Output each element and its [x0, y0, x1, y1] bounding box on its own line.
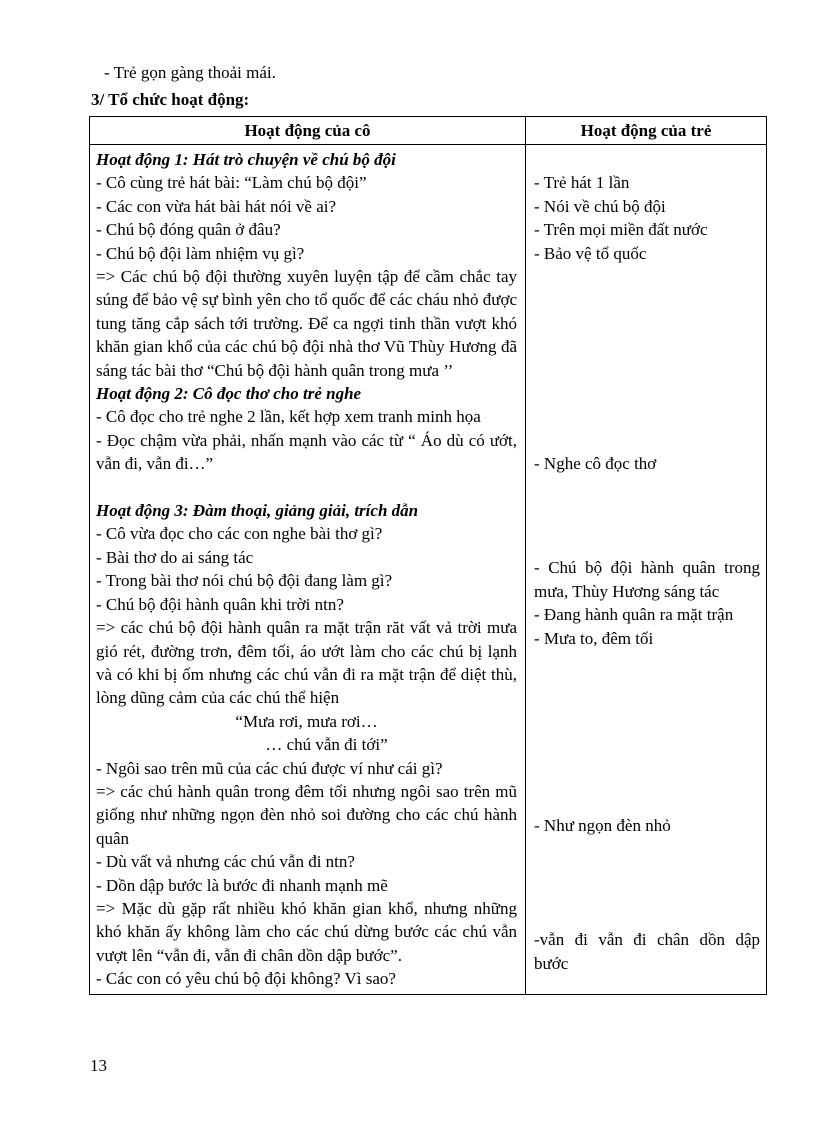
spacer [534, 475, 760, 556]
activity-table [89, 116, 767, 995]
header-teacher-activity: Hoạt động của cô [90, 117, 526, 145]
poem-quote-line: … chú vẫn đi tới” [265, 735, 388, 755]
spacer [534, 265, 760, 452]
spacer [534, 837, 760, 928]
spacer [534, 650, 760, 814]
activity-3-line: - Cô vừa đọc cho các con nghe bài thơ gì? [96, 524, 383, 544]
table-header-row [90, 117, 767, 145]
activity-2-paragraph: - Đọc chậm vừa phải, nhấn mạnh vào các từ “ Áo dù có ướt, vẫn đi, vẫn đi…” [96, 430, 517, 474]
page-number: 13 [90, 1056, 107, 1075]
activity-3-line: - Bài thơ do ai sáng tác [96, 547, 254, 567]
child-response: - Đang hành quân ra mặt trận [534, 605, 734, 625]
activity-3-line: - Ngôi sao trên mũ của các chú được ví như cái gì? [96, 758, 443, 778]
child-response: - Trẻ hát 1 lần [534, 173, 630, 193]
activity-1-line: - Các con vừa hát bài hát nói về ai? [96, 196, 337, 216]
child-response: -vẫn đi vẫn đi chân dồn dập bước [534, 930, 760, 973]
child-response: - Nghe cô đọc thơ [534, 454, 657, 474]
activity-3-heading: Hoạt động 3: Đàm thoại, giảng giải, trích dẫn [96, 501, 419, 521]
intro-line: - Trẻ gọn gàng thoải mái. [104, 63, 276, 82]
child-response: - Bảo vệ tổ quốc [534, 243, 647, 263]
child-response: - Chú bộ đội hành quân trong mưa, Thùy Hương sáng tác [534, 558, 760, 601]
spacer [96, 476, 517, 499]
activity-3-line: - Dồn dập bước là bước đi nhanh mạnh mẽ [96, 875, 388, 895]
activity-3-line: - Trong bài thơ nói chú bộ đội đang làm gì? [96, 571, 393, 591]
header-child-activity: Hoạt động của trẻ [526, 117, 767, 145]
activity-1-paragraph: => Các chú bộ đội thường xuyên luyện tập để cầm chắc tay súng để bảo vệ sự bình yên cho tổ quốc để các cháu nhỏ được tung tăng cắp sách tới trường. Để ca ngợi tinh thần vượt khó khăn gian khổ của các chú bộ đội nhà thơ Vũ Thùy Hương đã sáng tác bài thơ “Chú bộ đội hành quân trong mưa ’’ [96, 267, 517, 380]
activity-1-heading: Hoạt động 1: Hát trò chuyện về chú bộ đội [96, 150, 396, 169]
teacher-activities-cell [90, 145, 526, 995]
section-title: 3/ Tổ chức hoạt động: [91, 90, 250, 109]
child-activities-cell [526, 145, 767, 995]
poem-quote-line: “Mưa rơi, mưa rơi… [235, 711, 378, 731]
activity-3-line: - Các con có yêu chú bộ đội không? Vì sao? [96, 969, 396, 989]
activity-3-paragraph: => Mặc dù gặp rất nhiều khó khăn gian khổ, nhưng những khó khăn ấy không làm cho các chú dừng bước các chú vẫn vượt lên “vẫn đi, vẫn đi chân dồn dập bước”. [96, 898, 517, 965]
activity-2-paragraph: - Cô đọc cho trẻ nghe 2 lần, kết hợp xem tranh minh họa [96, 407, 481, 427]
child-response: - Nói về chú bộ đội [534, 196, 666, 216]
child-response: - Mưa to, đêm tối [534, 628, 654, 648]
table-row [90, 145, 767, 995]
child-response: - Như ngọn đèn nhỏ [534, 816, 671, 836]
activity-3-paragraph: => các chú bộ đội hành quân ra mặt trận răt vất vả trời mưa gió rét, đường trơn, đêm tối, áo ướt làm cho các chú bị lạnh và có khi bị ốm nhưng các chú vẫn đi ra mặt trận để diệt thù, lòng dũng cảm của các chú thể hiện [96, 618, 517, 708]
activity-3-line: - Chú bộ đội hành quân khi trời ntn? [96, 594, 344, 614]
activity-3-paragraph: => các chú hành quân trong đêm tối nhưng ngôi sao trên mũ giống như những ngọn đèn nhỏ soi đường cho các chú hành quân [96, 781, 517, 848]
activity-2-heading: Hoạt động 2: Cô đọc thơ cho trẻ nghe [96, 384, 362, 404]
activity-1-line: - Chú bộ đội làm nhiệm vụ gì? [96, 243, 305, 263]
activity-1-line: - Chú bộ đóng quân ở đâu? [96, 220, 281, 240]
activity-1-line: - Cô cùng trẻ hát bài: “Làm chú bộ đội” [96, 173, 367, 193]
activity-3-line: - Dù vất vả nhưng các chú vẫn đi ntn? [96, 852, 355, 872]
child-response: - Trên mọi miền đất nước [534, 220, 708, 240]
spacer [534, 148, 760, 171]
